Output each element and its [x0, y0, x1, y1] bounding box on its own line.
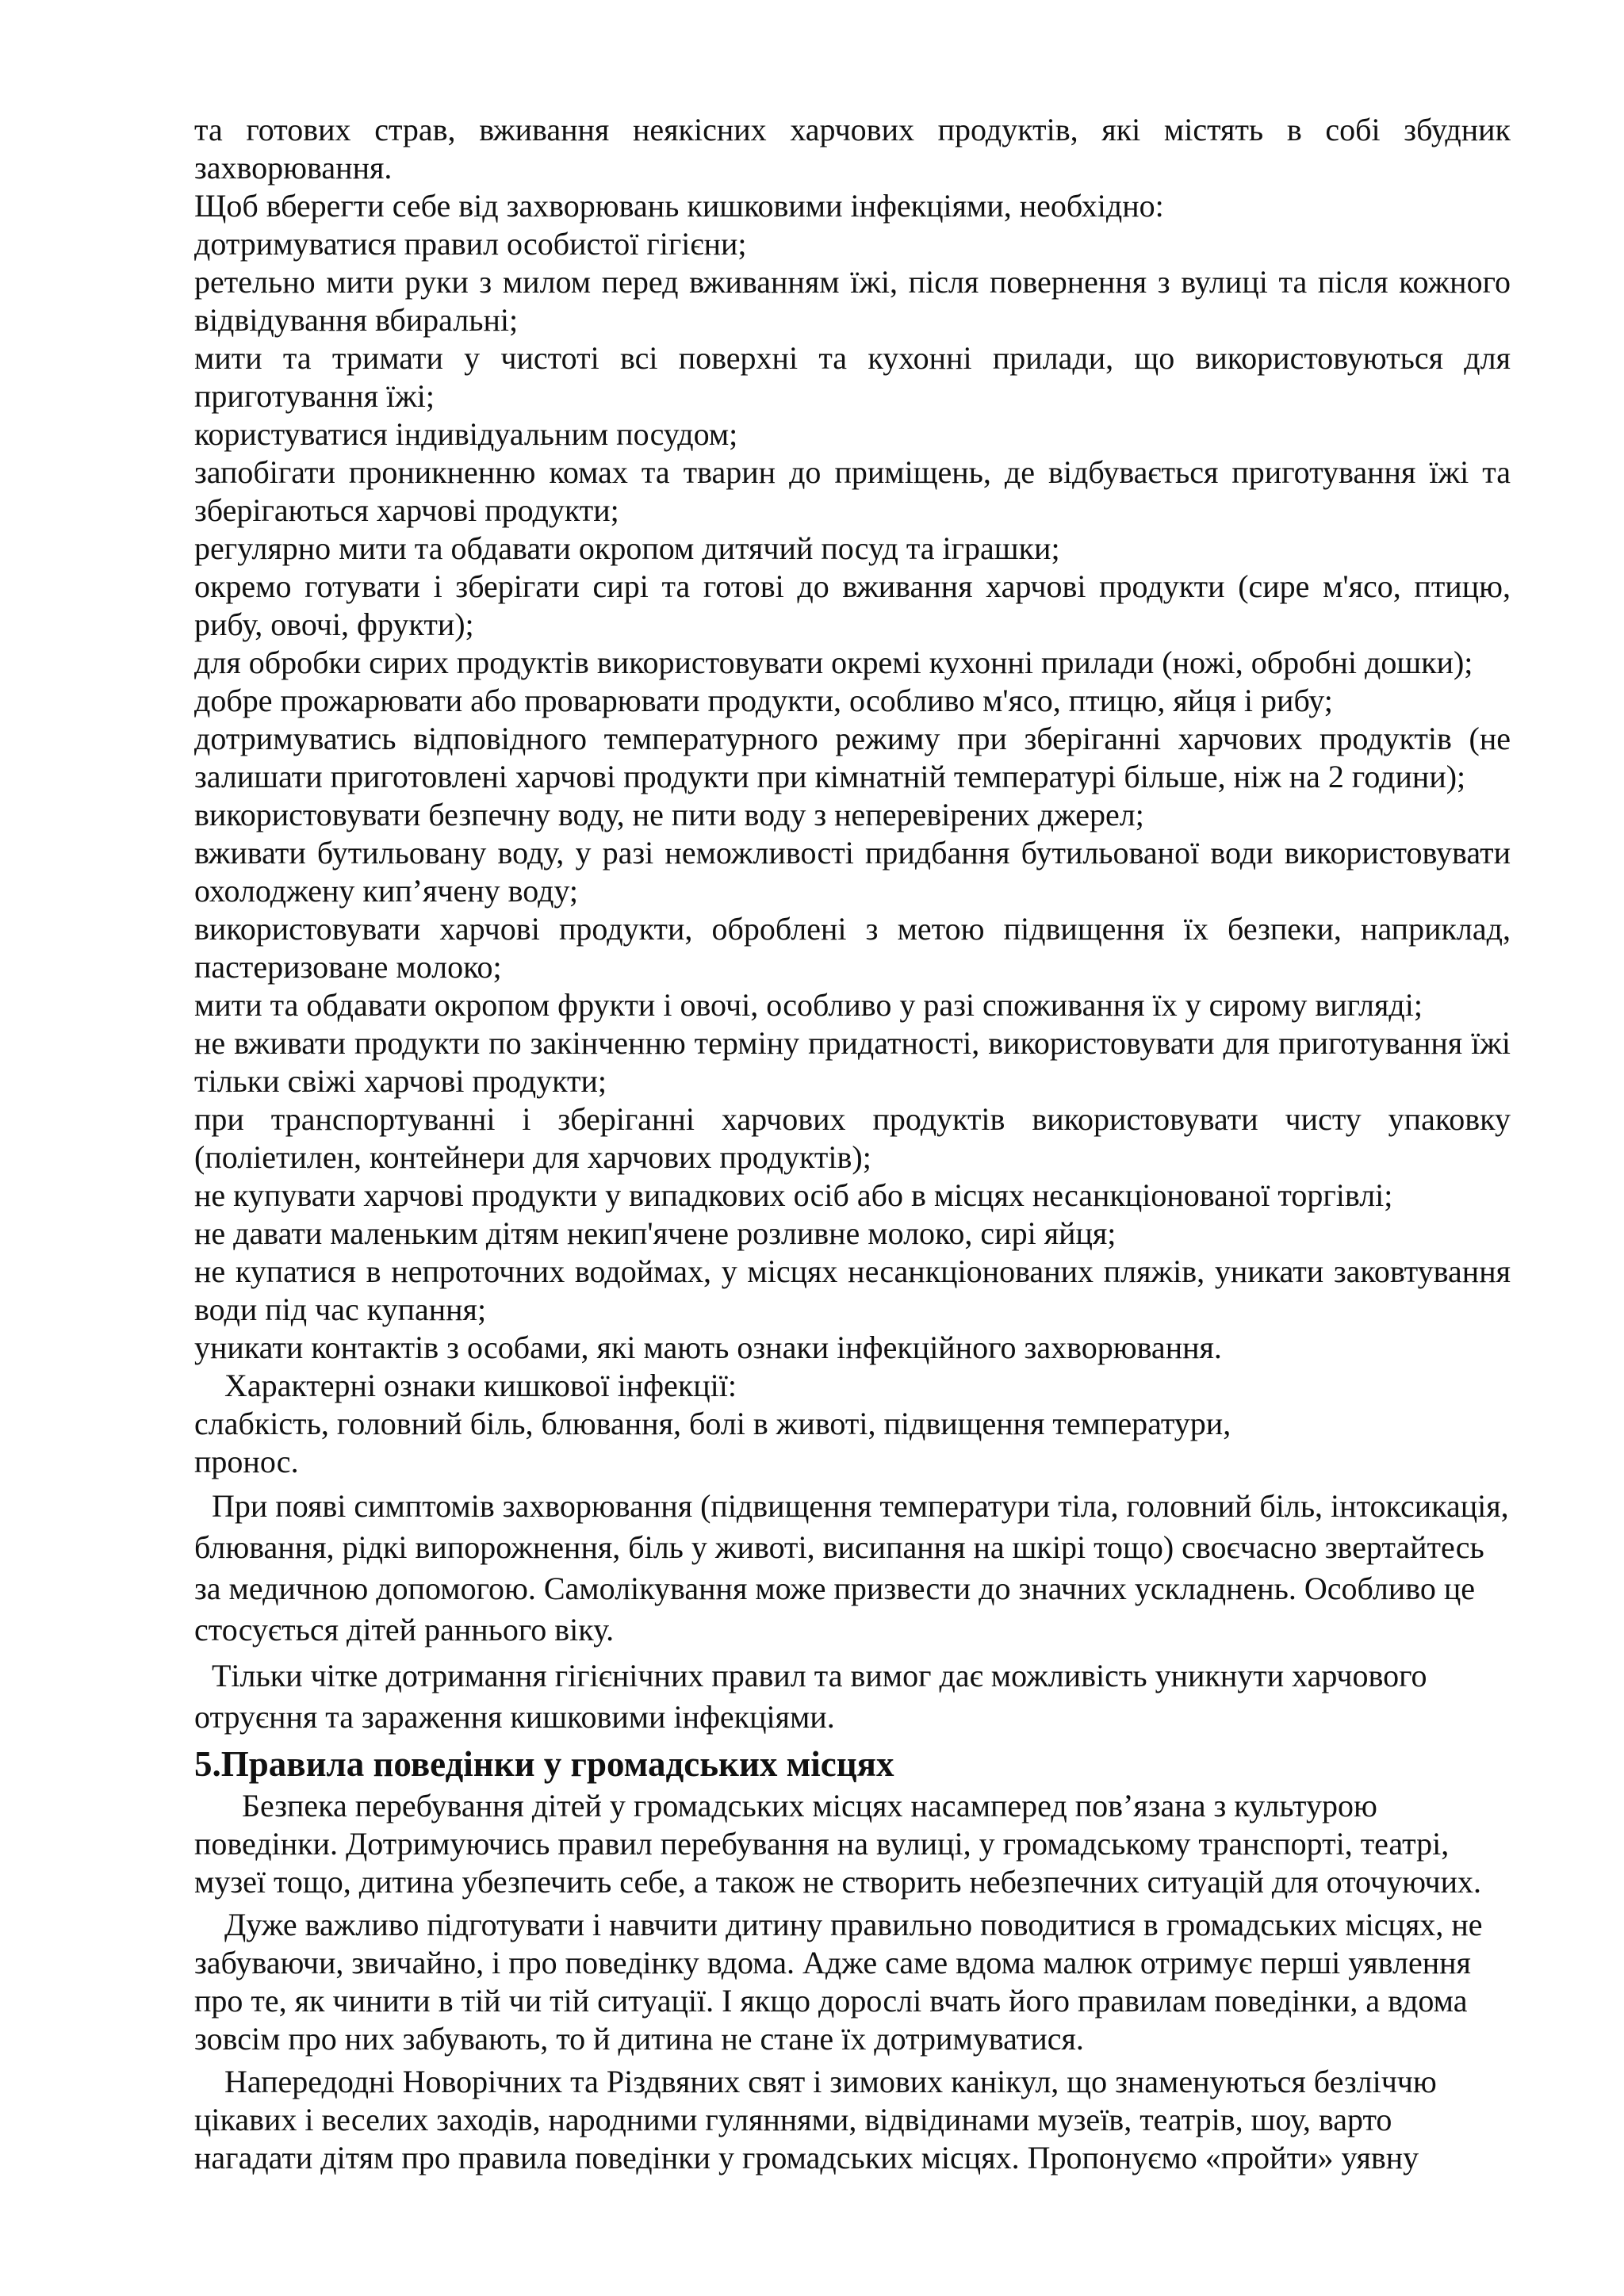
list-item: не купатися в непроточних водоймах, у місцях несанкціонованих пляжів, уникати заковтування води під час купання;	[194, 1253, 1511, 1327]
list-item: використовувати харчові продукти, оброблені з метою підвищення їх безпеки, наприклад, пастеризоване молоко;	[194, 911, 1511, 985]
prevention-list	[194, 225, 1511, 1367]
closing-paragraph: Тільки чітке дотримання гігієнічних правил та вимог дає можливість уникнути харчового отруєння та зараження кишковими інфекціями.	[194, 1658, 1427, 1735]
document-page	[194, 111, 1511, 2177]
list-item: при транспортуванні і зберіганні харчових продуктів використовувати чисту упаковку (поліетилен, контейнери для харчових продуктів);	[194, 1101, 1511, 1175]
list-item: не давати маленьким дітям некип'ячене розливне молоко, сирі яйця;	[194, 1215, 1116, 1251]
section-paragraph: Безпека перебування дітей у громадських місцях насамперед пов’язана з культурою поведінки. Дотримуючись правил перебування на вулиці, у громадському транспорті, театрі, музеї тощо, дитина убезпечить себе, а також не створить небезпечних ситуацій для оточуючих.	[194, 1788, 1482, 1900]
list-item: дотримуватись відповідного температурного режиму при зберіганні харчових продуктів (не залишати приготовлені харчові продукти при кімнатній температурі більше, ніж на 2 години);	[194, 721, 1511, 794]
prevention-intro: Щоб вберегти себе від захворювань кишковими інфекціями, необхідно:	[194, 188, 1164, 224]
list-item: не купувати харчові продукти у випадкових осіб або в місцях несанкціонованої торгівлі;	[194, 1177, 1393, 1213]
section-heading: 5.Правила поведінки у громадських місцях	[194, 1744, 894, 1784]
care-paragraph: При появі симптомів захворювання (підвищення температури тіла, головний біль, інтоксикація, блювання, рідкі випорожнення, біль у животі, висипання на шкірі тощо) своєчасно звертайтесь за медичною допомогою. Самолікування може призвести до значних ускладнень. Особливо це стосується дітей раннього віку.	[194, 1488, 1509, 1647]
list-item: користуватися індивідуальним посудом;	[194, 416, 738, 452]
list-item: окремо готувати і зберігати сирі та готові до вживання харчові продукти (сире м'ясо, птицю, рибу, овочі, фрукти);	[194, 568, 1511, 642]
symptoms-line: пронос.	[194, 1444, 299, 1479]
list-item: не вживати продукти по закінченню терміну придатності, використовувати для приготування їжі тільки свіжі харчові продукти;	[194, 1025, 1511, 1099]
list-item: ретельно мити руки з милом перед вживанням їжі, після повернення з вулиці та після кожного відвідування вбиральні;	[194, 264, 1511, 338]
list-item: запобігати проникненню комах та тварин до приміщень, де відбувається приготування їжі та зберігаються харчові продукти;	[194, 454, 1511, 528]
continuation-text: та готових страв, вживання неякісних харчових продуктів, які містять в собі збудник захворювання.	[194, 112, 1511, 186]
list-item: мити та тримати у чистоті всі поверхні та кухонні прилади, що використовуються для приготування їжі;	[194, 340, 1511, 414]
list-item: регулярно мити та обдавати окропом дитячий посуд та іграшки;	[194, 530, 1060, 566]
list-item: мити та обдавати окропом фрукти і овочі, особливо у разі споживання їх у сирому вигляді;	[194, 987, 1423, 1023]
symptoms-line: слабкість, головний біль, блювання, болі в животі, підвищення температури,	[194, 1406, 1231, 1441]
section-paragraph: Напередодні Новорічних та Різдвяних свят і зимових канікул, що знаменуються безліччю цікавих і веселих заходів, народними гуляннями, відвідинами музеїв, театрів, шоу, варто нагадати дітям про правила поведінки у громадських місцях. Пропонуємо «пройти» уявну	[194, 2064, 1437, 2175]
list-item: дотримуватися правил особистої гігієни;	[194, 226, 747, 262]
symptoms-heading: Характерні ознаки кишкової інфекції:	[224, 1368, 737, 1403]
section-paragraph: Дуже важливо підготувати і навчити дитину правильно поводитися в громадських місцях, не забуваючи, звичайно, і про поведінку вдома. Адже саме вдома малюк отримує перші уявлення про те, як чинити в тій чи тій ситуації. І якщо дорослі вчать його правилам поведінки, а вдома зовсім про них забувають, то й дитина не стане їх дотримуватися.	[194, 1907, 1483, 2057]
list-item: для обробки сирих продуктів використовувати окремі кухонні прилади (ножі, обробні дошки);	[194, 645, 1473, 680]
list-item: уникати контактів з особами, які мають ознаки інфекційного захворювання.	[194, 1330, 1222, 1365]
list-item: вживати бутильовану воду, у разі неможливості придбання бутильованої води використовувати охолоджену кип’ячену воду;	[194, 835, 1511, 909]
list-item: добре прожарювати або проварювати продукти, особливо м'ясо, птицю, яйця і рибу;	[194, 683, 1333, 718]
list-item: використовувати безпечну воду, не пити воду з неперевірених джерел;	[194, 797, 1144, 832]
